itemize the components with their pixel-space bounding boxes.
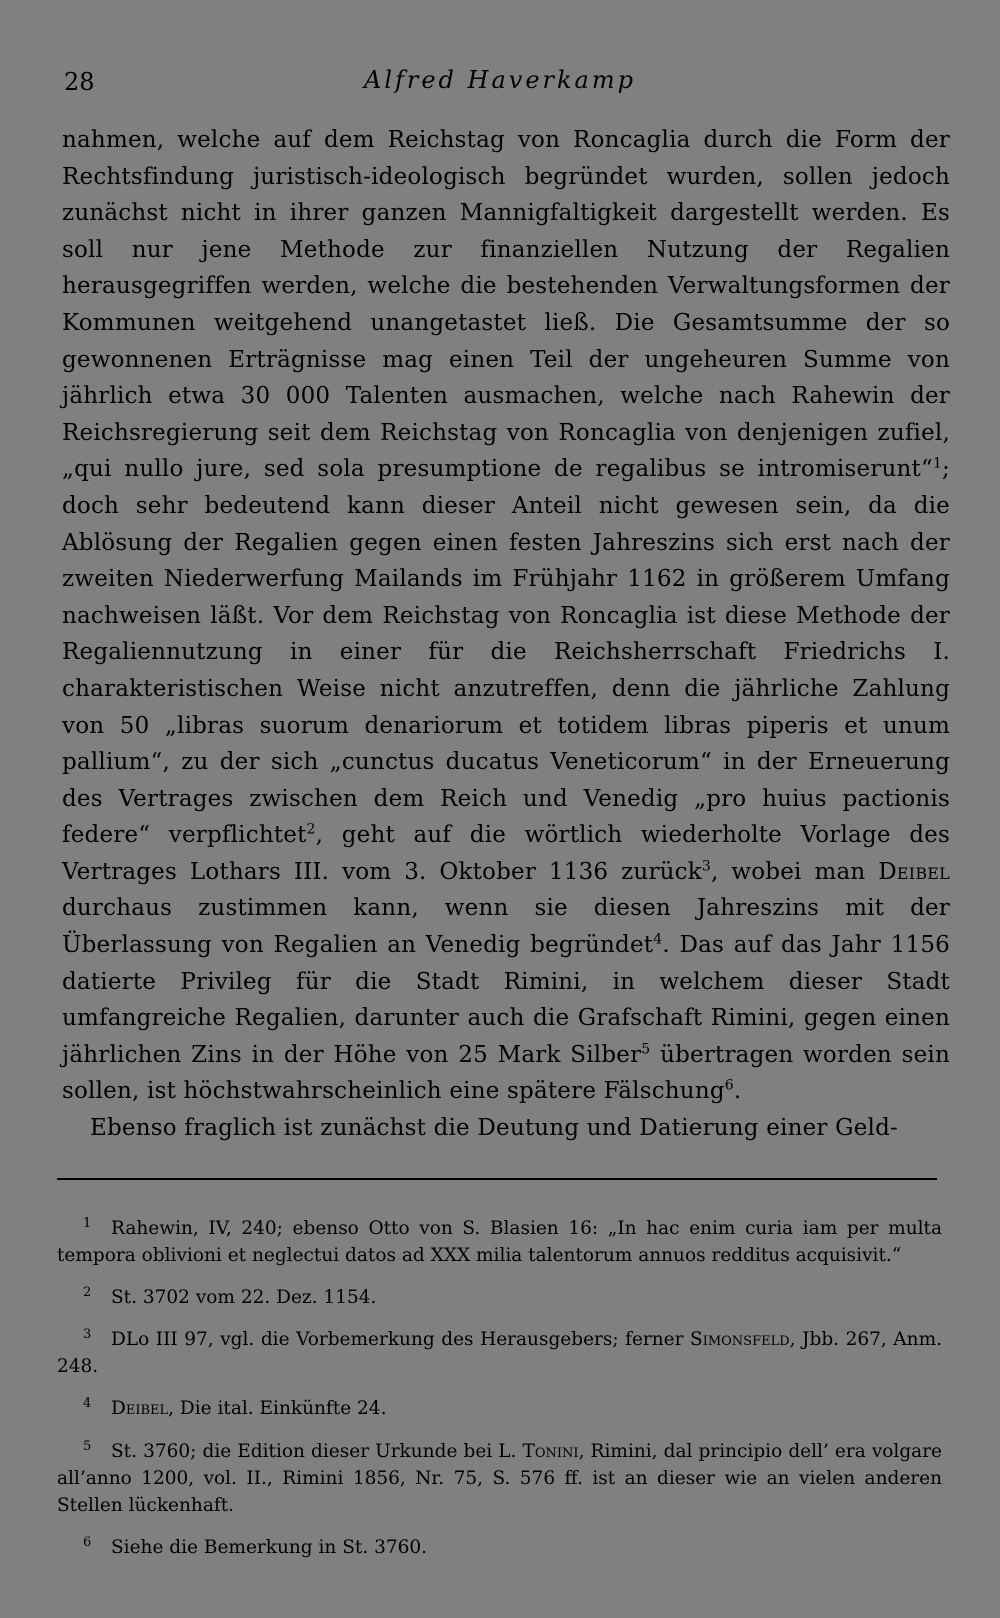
author-name: Tonini [522, 1440, 579, 1462]
footnote-4 [57, 1390, 942, 1422]
footnote-text: Rahewin, IV, 240; ebenso Otto von S. Blasien 16: „In hac enim curia iam per multa tempora oblivioni et neglectui datos ad XXX milia talentorum annuos redditus acquisivit.“ [57, 1218, 942, 1267]
footnotes [57, 1210, 942, 1571]
text-run: . Das auf das Jahr 1156 datierte Privileg für die Stadt Rimini, in welchem dieser Stadt umfangreiche Regalien, darunter auch die Grafschaft Rimini, gegen einen jährlichen Zins in der Höhe von 25 Mark Silber [62, 932, 950, 1068]
author-name: Deibel [111, 1398, 169, 1420]
footnote-2 [57, 1279, 942, 1311]
footnote-1 [57, 1210, 942, 1269]
footnote-number: 1 [83, 1216, 92, 1231]
author-name: Deibel [878, 858, 950, 885]
footnote-ref-2: 2 [306, 821, 316, 838]
footnote-number: 6 [83, 1534, 92, 1550]
paragraph-2: Ebenso fraglich ist zunächst die Deutung und Datierung einer Geld- [90, 1115, 898, 1142]
text-run: nahmen, welche auf dem Reichstag von Roncaglia durch die Form der Rechtsfindung juristisch-ideologisch begründet wurden, sollen jedoch zunächst nicht in ihrer ganzen Mannigfaltigkeit dargestellt werden. Es soll nur jene Methode zur finanziellen Nutzung der Regalien herausgegriffen werden, welche die bestehenden Verwaltungsformen der Kommunen weitgehend unangetastet ließ. Die Gesamtsumme der so gewonnenen Erträgnisse mag einen Teil der ungeheuren Summe von jährlich etwa 30 000 Talenten ausmachen, welche nach Rahewin der Reichsregierung seit dem Reichstag von Roncaglia von denjenigen zufiel, „qui nullo jure, sed sola presumptione de regalibus se intromiserunt“ [62, 127, 950, 483]
footnote-number: 3 [83, 1327, 92, 1343]
text-run: , geht auf die wörtlich wiederholte Vorlage des Vertrages Lothars III. vom 3. Oktober 1136 zurück [62, 822, 950, 885]
footnote-text: , Jbb. 267, Anm. 248. [57, 1329, 942, 1378]
footnote-rule [57, 1178, 937, 1180]
footnote-text: St. 3702 vom 22. Dez. 1154. [111, 1287, 377, 1309]
paragraph-1 [62, 122, 950, 1110]
text-run: übertragen worden sein sollen, ist höchstwahrscheinlich eine spätere Fälschung [62, 1041, 950, 1105]
footnote-ref-6: 6 [724, 1077, 734, 1094]
footnote-5 [57, 1433, 942, 1519]
footnote-text: DLo III 97, vgl. die Vorbemerkung des Herausgebers; ferner [111, 1329, 691, 1351]
author-name: Simonsfeld [690, 1329, 790, 1351]
text-run: durchaus zustimmen kann, wenn sie diesen Jahreszins mit der Überlassung von Regalien an Venedig begründet [62, 895, 950, 959]
footnote-ref-1: 1 [932, 455, 943, 472]
footnote-text: , Rimini, dal principio dell’ era volgare all’anno 1200, vol. II., Rimini 1856, Nr. 75, S. 576 ff. ist an dieser wie an vielen anderen Stellen lückenhaft. [57, 1440, 942, 1516]
footnote-number: 2 [83, 1285, 92, 1301]
page-number: 28 [64, 68, 95, 96]
footnote-ref-5: 5 [641, 1041, 651, 1058]
running-head: Alfred Haverkamp [363, 66, 636, 94]
text-run: ; doch sehr bedeutend kann dieser Anteil nicht gewesen sein, da die Ablösung der Regalien gegen einen festen Jahreszins sich erst nach der zweiten Niederwerfung Mailands im Frühjahr 1162 in größerem Umfang nachweisen läßt. Vor dem Reichstag von Roncaglia ist diese Methode der Regaliennutzung in einer für die Reichsherrschaft Friedrichs I. charakteristischen Weise nicht anzutreffen, denn die jährliche Zahlung von 50 „libras suorum denariorum et totidem libras piperis et unum pallium“, zu der sich „cunctus ducatus Veneticorum“ in der Erneuerung des Vertrages zwischen dem Reich und Venedig „pro huius pactionis federe“ verpflichtet [62, 456, 950, 849]
footnote-ref-4: 4 [653, 931, 663, 948]
footnote-number: 5 [83, 1438, 92, 1454]
text-run: , wobei man [710, 858, 879, 885]
body-text [62, 122, 950, 1147]
footnote-3 [57, 1321, 942, 1380]
footnote-text: Siehe die Bemerkung in St. 3760. [111, 1536, 428, 1558]
text-run: . [733, 1078, 742, 1105]
footnote-6 [57, 1529, 942, 1561]
footnote-number: 4 [83, 1396, 92, 1412]
footnote-ref-3: 3 [701, 858, 711, 875]
footnote-text: , Die ital. Einkünfte 24. [168, 1398, 387, 1420]
footnote-text: St. 3760; die Edition dieser Urkunde bei L. [111, 1440, 523, 1462]
